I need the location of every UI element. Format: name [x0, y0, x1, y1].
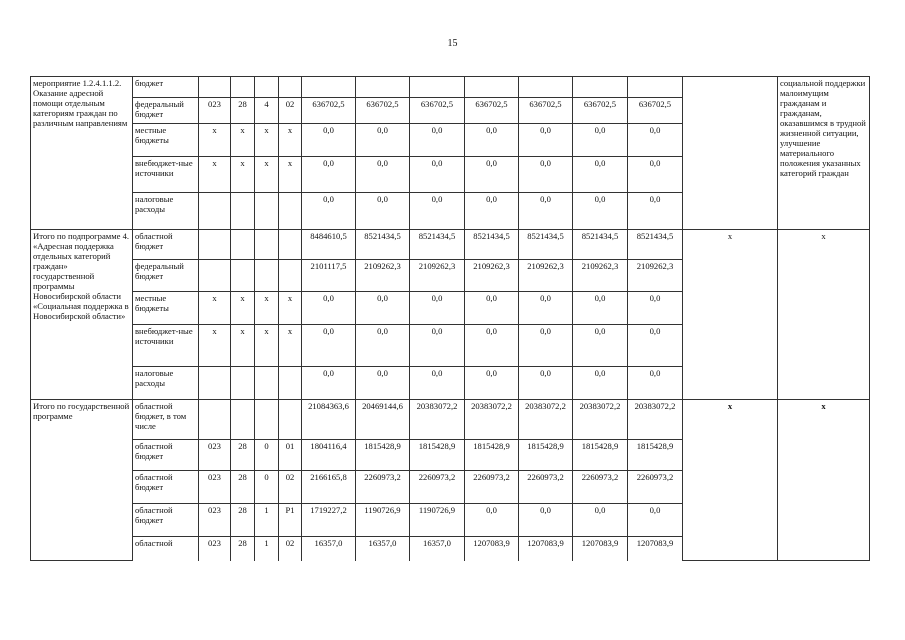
table-cell: внебюджет-ные источники	[133, 157, 199, 193]
table-cell	[255, 193, 279, 230]
table-cell: 0,0	[356, 367, 410, 400]
table-cell: 1815428,9	[573, 440, 628, 471]
table-cell: 0,0	[410, 193, 465, 230]
table-cell: 0,0	[573, 157, 628, 193]
table-cell: P1	[279, 504, 302, 537]
table-cell: 0,0	[628, 292, 683, 325]
table-cell: 0,0	[356, 292, 410, 325]
table-cell	[255, 260, 279, 292]
table-cell: 16357,0	[302, 537, 356, 561]
table-cell: 1	[255, 537, 279, 561]
table-cell: 20383072,2	[519, 400, 573, 440]
table-cell	[231, 230, 255, 260]
table-cell: 02	[279, 471, 302, 504]
table-row	[31, 77, 870, 98]
table-cell: 0,0	[302, 325, 356, 367]
table-cell: областной бюджет	[133, 471, 199, 504]
table-cell: 0,0	[410, 124, 465, 157]
table-cell: 0,0	[573, 504, 628, 537]
table-cell: 2109262,3	[519, 260, 573, 292]
table-cell	[519, 77, 573, 98]
table-cell	[231, 400, 255, 440]
page-number: 15	[447, 38, 458, 49]
table-cell: 023	[199, 98, 231, 124]
table-cell: 0,0	[465, 504, 519, 537]
table-cell: 0,0	[573, 124, 628, 157]
table-cell: х	[199, 325, 231, 367]
table-cell: 8521434,5	[628, 230, 683, 260]
table-cell: 0,0	[356, 124, 410, 157]
table-cell: 2260973,2	[628, 471, 683, 504]
table-cell: 636702,5	[573, 98, 628, 124]
table-cell: 0,0	[465, 193, 519, 230]
table-cell: 21084363,6	[302, 400, 356, 440]
table-cell: 8521434,5	[410, 230, 465, 260]
table-cell	[279, 77, 302, 98]
table-cell: 0,0	[519, 193, 573, 230]
table-cell	[199, 400, 231, 440]
table-cell: 0,0	[573, 193, 628, 230]
table-cell: 0,0	[519, 367, 573, 400]
table-cell: местные бюджеты	[133, 292, 199, 325]
table-cell: 023	[199, 537, 231, 561]
table-cell	[683, 77, 778, 230]
table-cell: 1804116,4	[302, 440, 356, 471]
table-cell: 1719227,2	[302, 504, 356, 537]
table-cell: 0,0	[519, 504, 573, 537]
table-cell	[465, 77, 519, 98]
table-cell: областной бюджет, в том числе	[133, 400, 199, 440]
table-cell	[302, 77, 356, 98]
table-row	[31, 230, 870, 260]
table-cell: 0,0	[519, 124, 573, 157]
table-cell: 0,0	[302, 157, 356, 193]
table-cell: 636702,5	[519, 98, 573, 124]
table-cell: 2260973,2	[410, 471, 465, 504]
table-cell: 0	[255, 440, 279, 471]
table-cell	[231, 77, 255, 98]
table-cell: х	[279, 124, 302, 157]
table-cell: 1815428,9	[628, 440, 683, 471]
table-cell: 01	[279, 440, 302, 471]
table-cell	[231, 260, 255, 292]
table-cell: 0,0	[302, 367, 356, 400]
table-cell: 8521434,5	[573, 230, 628, 260]
table-cell: 0,0	[628, 193, 683, 230]
table-cell: 1207083,9	[628, 537, 683, 561]
table-cell: 0,0	[573, 292, 628, 325]
table-cell	[279, 400, 302, 440]
table-cell	[279, 193, 302, 230]
table-cell: федеральный бюджет	[133, 260, 199, 292]
table-cell: мероприятие 1.2.4.1.1.2. Оказание адресной помощи отдельным категориям граждан по различным направлениям	[31, 77, 133, 230]
table-cell: 2260973,2	[356, 471, 410, 504]
table-cell: 0,0	[628, 124, 683, 157]
table-cell: 0,0	[302, 193, 356, 230]
table-cell: 0,0	[628, 325, 683, 367]
table-cell: 0,0	[410, 367, 465, 400]
table-row	[31, 400, 870, 440]
table-cell: х	[279, 325, 302, 367]
table-cell: 0,0	[573, 367, 628, 400]
table-cell: 0,0	[410, 292, 465, 325]
table-cell	[199, 260, 231, 292]
table-cell: х	[231, 292, 255, 325]
table-cell: социальной поддержки малоимущим гражданам и гражданам, оказавшимся в трудной жизненной ситуации, улучшение материального положения указанных категорий граждан	[778, 77, 870, 230]
table-cell: 0,0	[302, 124, 356, 157]
table-cell: 16357,0	[356, 537, 410, 561]
table-cell: х	[683, 230, 778, 400]
table-cell	[255, 367, 279, 400]
table-cell: 0,0	[628, 157, 683, 193]
table-cell: 02	[279, 537, 302, 561]
table-cell: 1815428,9	[410, 440, 465, 471]
table-cell: 0,0	[465, 124, 519, 157]
table-cell	[199, 367, 231, 400]
table-cell: х	[231, 157, 255, 193]
table-cell: 20383072,2	[410, 400, 465, 440]
table-cell: 2260973,2	[573, 471, 628, 504]
table-cell: Итого по государственной программе	[31, 400, 133, 561]
table-cell: 8484610,5	[302, 230, 356, 260]
table-cell: областной	[133, 537, 199, 561]
table-cell: 1815428,9	[356, 440, 410, 471]
table-cell: х	[255, 325, 279, 367]
table-cell	[255, 400, 279, 440]
table-cell: 1815428,9	[465, 440, 519, 471]
table-cell: 0,0	[628, 504, 683, 537]
table-cell: 0	[255, 471, 279, 504]
table-cell: 1190726,9	[356, 504, 410, 537]
table-cell: х	[683, 400, 778, 561]
table-cell: 2260973,2	[465, 471, 519, 504]
table-cell: х	[231, 124, 255, 157]
table-cell: 1207083,9	[573, 537, 628, 561]
table-cell: 28	[231, 504, 255, 537]
table-cell: х	[279, 292, 302, 325]
table-cell	[231, 193, 255, 230]
table-cell: 8521434,5	[356, 230, 410, 260]
table-cell: 1	[255, 504, 279, 537]
table-cell: 0,0	[410, 325, 465, 367]
table-cell: местные бюджеты	[133, 124, 199, 157]
table-cell	[356, 77, 410, 98]
table-cell: областной бюджет	[133, 440, 199, 471]
table-cell: 8521434,5	[519, 230, 573, 260]
table-cell: 28	[231, 98, 255, 124]
table-cell: 2101117,5	[302, 260, 356, 292]
table-cell	[199, 230, 231, 260]
table-cell: 0,0	[356, 325, 410, 367]
table-cell: 0,0	[465, 325, 519, 367]
table-cell	[410, 77, 465, 98]
table-cell: 2109262,3	[573, 260, 628, 292]
table-cell: 0,0	[356, 157, 410, 193]
table-cell	[628, 77, 683, 98]
table-cell: 023	[199, 471, 231, 504]
table-cell: 636702,5	[465, 98, 519, 124]
table-cell: 0,0	[519, 292, 573, 325]
table-cell: 0,0	[628, 367, 683, 400]
table-cell: 2109262,3	[356, 260, 410, 292]
table-cell: федеральный бюджет	[133, 98, 199, 124]
table-cell	[279, 230, 302, 260]
table-cell: 636702,5	[410, 98, 465, 124]
table-cell: областной бюджет	[133, 504, 199, 537]
table-cell: 023	[199, 504, 231, 537]
table-cell: 0,0	[465, 292, 519, 325]
table-cell	[255, 77, 279, 98]
table-cell: бюджет	[133, 77, 199, 98]
table-cell: х	[255, 124, 279, 157]
table-cell: х	[199, 124, 231, 157]
table-cell: 0,0	[410, 157, 465, 193]
table-cell: х	[778, 230, 870, 400]
table-cell: 0,0	[465, 367, 519, 400]
table-cell: Итого по подпрограмме 4. «Адресная поддержка отдельных категорий граждан» государственной программы Новосибирской области «Социальная поддержка в Новосибирской области»	[31, 230, 133, 400]
table-cell: 0,0	[302, 292, 356, 325]
table-cell: 1207083,9	[465, 537, 519, 561]
table-cell: х	[199, 292, 231, 325]
table-cell	[199, 193, 231, 230]
table-cell: 636702,5	[302, 98, 356, 124]
table-cell: х	[255, 157, 279, 193]
table-cell: 8521434,5	[465, 230, 519, 260]
table-cell: 636702,5	[628, 98, 683, 124]
table-cell: 20469144,6	[356, 400, 410, 440]
table-cell: 2109262,3	[465, 260, 519, 292]
table-cell: 023	[199, 440, 231, 471]
table-cell	[279, 260, 302, 292]
table-cell	[231, 367, 255, 400]
table-cell	[255, 230, 279, 260]
table-cell: 4	[255, 98, 279, 124]
table-cell: налоговые расходы	[133, 193, 199, 230]
table-cell	[199, 77, 231, 98]
table-cell: 1190726,9	[410, 504, 465, 537]
table-cell: 2109262,3	[628, 260, 683, 292]
table-cell: 20383072,2	[465, 400, 519, 440]
table-cell: х	[778, 400, 870, 561]
table-cell	[279, 367, 302, 400]
table-cell: 0,0	[356, 193, 410, 230]
table-cell: 20383072,2	[628, 400, 683, 440]
table-cell: х	[255, 292, 279, 325]
table-cell: налоговые расходы	[133, 367, 199, 400]
table-cell: 1815428,9	[519, 440, 573, 471]
table-cell: 636702,5	[356, 98, 410, 124]
table-cell: 28	[231, 440, 255, 471]
budget-table	[30, 76, 870, 561]
table-cell: х	[199, 157, 231, 193]
table-cell: 20383072,2	[573, 400, 628, 440]
table-cell: 1207083,9	[519, 537, 573, 561]
table-cell: областной бюджет	[133, 230, 199, 260]
table-cell: 16357,0	[410, 537, 465, 561]
table-cell: 0,0	[519, 325, 573, 367]
table-cell: 2109262,3	[410, 260, 465, 292]
table-cell: 0,0	[465, 157, 519, 193]
table-cell: 28	[231, 471, 255, 504]
table-cell: внебюджет-ные источники	[133, 325, 199, 367]
table-cell: 02	[279, 98, 302, 124]
table-cell: х	[279, 157, 302, 193]
table-cell: 0,0	[573, 325, 628, 367]
table-cell: 28	[231, 537, 255, 561]
table-cell: 0,0	[519, 157, 573, 193]
table-cell: 2260973,2	[519, 471, 573, 504]
table-cell	[573, 77, 628, 98]
table-cell: 2166165,8	[302, 471, 356, 504]
table-cell: х	[231, 325, 255, 367]
